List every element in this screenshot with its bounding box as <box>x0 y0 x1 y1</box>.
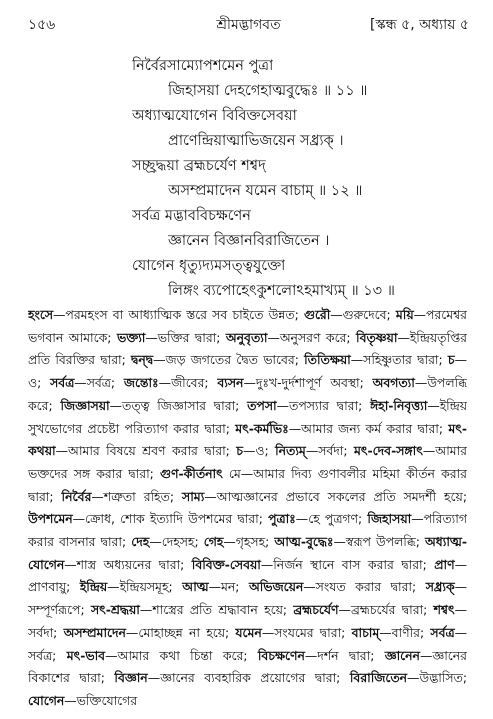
glossary-word: নির্বৈর <box>61 488 92 504</box>
glossary-meaning: উদ্ভাসিত; <box>419 670 467 686</box>
glossary-word: তিতিক্ষয়া <box>304 352 351 368</box>
glossary-meaning: ইন্দ্রিয় সুখভোগের প্রচেষ্টা পরিত্যাগ করার দ্বারা; <box>28 397 467 436</box>
glossary-meaning: আমার ভক্তদের সঙ্গ করার দ্বারা; <box>28 443 467 481</box>
glossary-entry: অভিজয়েন—সংযত করার দ্বারা; <box>249 579 426 595</box>
glossary-word: দেহ <box>131 534 150 550</box>
section-reference: [স্কন্ধ ৫, অধ্যায় ৫ <box>370 17 469 33</box>
glossary-meaning: মে—আমার দিব্য গুণাবলীর মহিমা কীর্তন করার দ্বারা; <box>28 465 467 504</box>
glossary-entry: ব্যসন—দুঃখ-দুর্দশাপূর্ণ অবস্থা; <box>217 375 373 391</box>
glossary-entry: বিবিক্ত-সেবয়া—নির্জন স্থানে বাস করার দ্বারা; <box>191 556 435 572</box>
glossary-word: মৎ-কর্মভিঃ <box>235 420 289 436</box>
glossary-meaning: সহিষ্ণুতার দ্বারা; <box>363 352 448 368</box>
glossary-word: ময়ি <box>395 307 414 322</box>
glossary-meaning: শাস্ত্রের প্রতি শ্রদ্ধাবান হয়ে; <box>152 602 294 618</box>
page-header <box>28 10 469 40</box>
glossary-entry: গুরৌ—গুরুদেবে; <box>303 307 396 322</box>
glossary-entry: প্রাণ—প্রাণবায়ু; <box>28 556 467 595</box>
glossary-word: বাচাম্ <box>351 624 380 640</box>
glossary-word: সর্বত্র <box>430 624 455 640</box>
glossary-word: গুণ-কীর্তনাৎ <box>160 465 223 481</box>
glossary-meaning: ব্রহ্মচর্যের দ্বারা; <box>350 602 434 618</box>
glossary-meaning: জড় জগতের দ্বৈত ভাবের; <box>165 352 305 368</box>
verse-line: প্রাণেন্দ্রিয়াত্মাভিজয়েন সধ্র্যক্ । <box>168 133 344 149</box>
glossary-word: ব্রহ্মচর্যেণ <box>293 602 339 618</box>
verse-line: সচ্ছ্রদ্ধয়া ব্রহ্মচর্যেণ শশ্বদ্ <box>132 158 266 174</box>
glossary-meaning: হে পুত্রগণ; <box>308 511 368 527</box>
glossary-entry: সৎ-শ্রদ্ধয়া—শাস্ত্রের প্রতি শ্রদ্ধাবান হয়ে; <box>90 602 294 618</box>
glossary-entry: পুত্রাঃ—হে পুত্রগণ; <box>268 511 368 527</box>
glossary-meaning: পরিত্যাগ করার বাসনার দ্বারা; <box>28 511 467 550</box>
glossary-meaning: আত্মজ্ঞানের প্রভাবে সকলের প্রতি সমদর্শী হয়ে; <box>216 488 467 504</box>
glossary-meaning: তত্ত্ব জিজ্ঞাসার দ্বারা; <box>122 397 248 413</box>
glossary-meaning: পরমেশ্বর ভগবান আমাকে; <box>28 307 467 345</box>
glossary-entry: মৎ-দেব-সঙ্গাৎ—আমার ভক্তদের সঙ্গ করার দ্বারা; <box>28 443 467 481</box>
word-for-word-glossary <box>28 304 467 712</box>
glossary-word: অনুবৃত্যা <box>225 329 268 345</box>
glossary-meaning: বাণীর; <box>391 624 431 640</box>
glossary-meaning: নির্জন স্থানে বাস করার দ্বারা; <box>273 556 435 572</box>
glossary-entry: ইন্দ্রিয়—ইন্দ্রিয়সমূহ; <box>79 579 183 595</box>
glossary-word: উপশমেন <box>28 511 73 527</box>
glossary-word: বিবিক্ত-সেবয়া <box>191 556 261 572</box>
glossary-entry: ঈহা-নিবৃত্ত্যা—ইন্দ্রিয় সুখভোগের প্রচেষ্টা পরিত্যাগ করার দ্বারা; <box>28 397 467 436</box>
glossary-meaning: অনুসরণ করে; <box>279 329 357 345</box>
glossary-meaning: ক্রোধ, শোক ইত্যাদি উপশমের দ্বারা; <box>85 511 269 527</box>
glossary-word: বিতৃষ্ণয়া <box>356 329 398 345</box>
glossary-meaning: সংযমের দ্বারা; <box>274 624 352 640</box>
glossary-entry: ময়ি—পরমেশ্বর ভগবান আমাকে; <box>28 307 467 345</box>
glossary-word: মৎ-ভাব <box>66 647 106 663</box>
glossary-entry: উপশমেন—ক্রোধ, শোক ইত্যাদি উপশমের দ্বারা; <box>28 511 269 527</box>
glossary-entry: যোগেন—ভক্তিযোগের <box>28 692 138 708</box>
glossary-word: ঈহা-নিবৃত্ত্যা <box>370 397 428 413</box>
glossary-entry: সধ্র্যক্—সম্পূর্ণরূপে; <box>28 579 467 618</box>
glossary-word: গেহ <box>203 534 224 550</box>
glossary-entry: তপসা—তপস্যার দ্বারা; <box>247 397 371 413</box>
glossary-meaning: দুঃখ-দুর্দশাপূর্ণ অবস্থা; <box>255 375 373 391</box>
glossary-entry: দ্বন্দ্ব—জড় জগতের দ্বৈত ভাবের; <box>131 352 305 368</box>
glossary-entry: অনুবৃত্যা—অনুসরণ করে; <box>225 329 357 345</box>
glossary-word: আত্ম <box>182 579 209 595</box>
glossary-entry: বিরাজিতেন—উদ্ভাসিত; <box>349 670 467 686</box>
glossary-entry: জিজ্ঞাসয়া—তত্ত্ব জিজ্ঞাসার দ্বারা; <box>60 397 248 413</box>
glossary-meaning: সংযত করার দ্বারা; <box>315 579 426 595</box>
glossary-meaning: আমার জন্য কর্ম করার দ্বারা; <box>301 420 449 436</box>
verse-line: নির্বৈরসাম্যোপশমেন পুত্রা <box>132 58 274 74</box>
glossary-meaning: সর্বদা; <box>318 443 354 459</box>
glossary-word: পুত্রাঃ <box>268 511 296 527</box>
verse-line: লিঙ্গং ব্যপোহেৎকুশলোঽহমাখ্যম্ ॥ ১৩ ॥ <box>168 283 395 299</box>
verse-line: জিহাসয়া দেহগেহাত্মবুদ্ধেঃ ॥ ১১ ॥ <box>168 83 368 99</box>
verse-line: অসম্প্রমাদেন যমেন বাচাম্ ॥ ১২ ॥ <box>168 183 363 199</box>
glossary-entry: মৎ-কথয়া—আমার বিষয়ে শ্রবণ করার দ্বারা; <box>28 420 467 459</box>
glossary-meaning: প্রাণবায়ু; <box>28 579 80 595</box>
glossary-word: ইন্দ্রিয় <box>79 579 108 595</box>
glossary-word: নিত্যম্ <box>275 443 306 459</box>
glossary-meaning: ভক্তিযোগের <box>76 692 138 708</box>
sanskrit-verse <box>28 54 465 300</box>
glossary-meaning: আমার কথা চিন্তা করে; <box>117 647 258 663</box>
glossary-entry: হংসে—পরমহংস বা আধ্যাত্মিক স্তরে সব চাইতে উন্নত; <box>28 307 304 322</box>
glossary-word: ভক্ত্যা <box>116 329 146 345</box>
glossary-word: বিরাজিতেন <box>349 670 408 686</box>
glossary-word: চ <box>447 352 455 368</box>
glossary-meaning: স্বরূপ উপলব্ধি; <box>345 534 426 550</box>
glossary-word: অবগত্যা <box>372 375 415 391</box>
glossary-entry: মৎ-ভাব—আমার কথা চিন্তা করে; <box>66 647 258 663</box>
glossary-entry: বিতৃষ্ণয়া—ইন্দ্রিয়তৃপ্তির প্রতি বিরক্তির দ্বারা; <box>28 329 467 368</box>
glossary-word: অধ্যাত্ম-যোগেন <box>28 534 467 572</box>
glossary-meaning: পরমহংস বা আধ্যাত্মিক স্তরে সব চাইতে উন্নত; <box>65 307 304 322</box>
glossary-meaning: সম্পূর্ণরূপে; <box>28 602 91 618</box>
glossary-word: চ <box>236 443 243 459</box>
glossary-meaning: ও; <box>28 375 51 391</box>
glossary-paragraph <box>28 304 467 712</box>
glossary-entry: ভক্ত্যা—ভক্তির দ্বারা; <box>116 329 226 345</box>
glossary-entry: চ—ও; <box>236 443 276 459</box>
glossary-word: মৎ-দেব-সঙ্গাৎ <box>354 443 423 459</box>
glossary-meaning: দেহসহ; <box>161 534 204 550</box>
glossary-entry: মৎ-কর্মভিঃ—আমার জন্য কর্ম করার দ্বারা; <box>235 420 449 436</box>
glossary-word: মৎ-কথয়া <box>28 420 467 459</box>
glossary-word: শশ্বৎ <box>433 602 455 618</box>
glossary-entry: ব্রহ্মচর্যেণ—ব্রহ্মচর্যের দ্বারা; <box>293 602 434 618</box>
glossary-word: সধ্র্যক্ <box>425 579 455 595</box>
glossary-word: গুরৌ <box>303 307 331 322</box>
glossary-entry: জ্ঞানেন—জ্ঞানের বিকাশের দ্বারা; <box>28 647 467 686</box>
glossary-entry: জিহাসয়া—পরিত্যাগ করার বাসনার দ্বারা; <box>28 511 467 550</box>
glossary-meaning: তপস্যার দ্বারা; <box>289 397 371 413</box>
glossary-word: অভিজয়েন <box>249 579 304 595</box>
glossary-word: জন্তোঃ <box>123 375 159 391</box>
glossary-meaning: সর্বত্র; <box>28 647 67 663</box>
glossary-word: বিজ্ঞান <box>114 670 148 686</box>
glossary-meaning: ইন্দ্রিয়তৃপ্তির প্রতি বিরক্তির দ্বারা; <box>28 329 467 368</box>
glossary-entry: সর্বত্র—সর্বত্র; <box>28 624 467 663</box>
glossary-word: জ্ঞানেন <box>384 647 420 663</box>
glossary-meaning: জীবের; <box>171 375 218 391</box>
glossary-meaning: ও; <box>255 443 276 459</box>
glossary-entry: আত্ম-বুদ্ধেঃ—স্বরূপ উপলব্ধি; <box>274 534 426 550</box>
glossary-entry: যমেন—সংযমের দ্বারা; <box>235 624 352 640</box>
glossary-entry: সাম্য—আত্মজ্ঞানের প্রভাবে সকলের প্রতি সমদর্শী হয়ে; <box>182 488 467 504</box>
glossary-word: অসম্প্রমাদেন <box>63 624 126 640</box>
glossary-word: সর্বত্র <box>50 375 75 391</box>
verse-line: যোগেন ধৃত্যুদ্যমসত্ত্বযুক্তো <box>132 258 286 274</box>
glossary-word: যমেন <box>235 624 262 640</box>
glossary-entry: দেহ—দেহসহ; <box>131 534 204 550</box>
glossary-meaning: গুরুদেবে; <box>342 307 396 322</box>
glossary-meaning: শাস্ত্র অধ্যয়নের দ্বারা; <box>76 556 192 572</box>
glossary-word: আত্ম-বুদ্ধেঃ <box>274 534 334 550</box>
glossary-meaning: গৃহসহ; <box>235 534 275 550</box>
glossary-meaning: জ্ঞানের বিকাশের দ্বারা; <box>28 647 467 686</box>
book-title: শ্রীমদ্ভাগবত <box>216 17 281 33</box>
verse-line: জ্ঞানেন বিজ্ঞানবিরাজিতেন । <box>168 233 330 249</box>
glossary-entry: শশ্বৎ—সর্বদা; <box>28 602 467 640</box>
glossary-entry: অসম্প্রমাদেন—মোহাচ্ছন্ন না হয়ে; <box>63 624 236 640</box>
glossary-word: সাম্য <box>182 488 205 504</box>
glossary-entry: তিতিক্ষয়া—সহিষ্ণুতার দ্বারা; <box>304 352 448 368</box>
glossary-word: হংসে <box>28 307 54 322</box>
glossary-word: দ্বন্দ্ব <box>131 352 154 368</box>
glossary-word: সৎ-শ্রদ্ধয়া <box>90 602 140 618</box>
glossary-meaning: জ্ঞানের ব্যবহারিক প্রয়োগের দ্বারা; <box>160 670 350 686</box>
glossary-word: বিচক্ষণেন <box>257 647 305 663</box>
glossary-meaning: শত্রুতা রহিত; <box>103 488 183 504</box>
glossary-entry: অবগত্যা—উপলব্ধি করে; <box>28 375 467 413</box>
glossary-meaning: ভক্তির দ্বারা; <box>157 329 226 345</box>
glossary-meaning: দর্শন দ্বারা; <box>317 647 385 663</box>
glossary-word: তপসা <box>247 397 277 413</box>
glossary-entry: বাচাম্—বাণীর; <box>351 624 431 640</box>
glossary-meaning: ইন্দ্রিয়সমূহ; <box>119 579 183 595</box>
glossary-word: জিজ্ঞাসয়া <box>60 397 110 413</box>
glossary-meaning: সর্বদা; <box>28 624 64 640</box>
glossary-entry: বিচক্ষণেন—দর্শন দ্বারা; <box>257 647 385 663</box>
glossary-meaning: উপলব্ধি করে; <box>28 375 467 413</box>
glossary-entry: আত্ম—মন; <box>182 579 249 595</box>
glossary-meaning: আমার বিষয়ে শ্রবণ করার দ্বারা; <box>67 443 237 459</box>
glossary-entry: নিত্যম্—সর্বদা; <box>275 443 354 459</box>
verse-line: সর্বত্র মদ্ভাববিচক্ষণেন <box>132 208 251 224</box>
glossary-entry: বিজ্ঞান—জ্ঞানের ব্যবহারিক প্রয়োগের দ্বারা; <box>114 670 350 686</box>
glossary-meaning: সর্বত্র; <box>86 375 124 391</box>
glossary-meaning: মন; <box>220 579 249 595</box>
glossary-entry: সর্বত্র—সর্বত্র; <box>50 375 124 391</box>
verse-line: অধ্যাত্মযোগেন বিবিক্তসেবয়া <box>132 108 297 124</box>
glossary-word: জিহাসয়া <box>367 511 412 527</box>
glossary-entry: চ—ও; <box>28 352 467 391</box>
glossary-word: প্রাণ <box>434 556 455 572</box>
glossary-entry: অধ্যাত্ম-যোগেন—শাস্ত্র অধ্যয়নের দ্বারা; <box>28 534 467 572</box>
glossary-entry: নির্বৈর—শত্রুতা রহিত; <box>61 488 183 504</box>
glossary-word: ব্যসন <box>217 375 244 391</box>
glossary-meaning: মোহাচ্ছন্ন না হয়ে; <box>138 624 236 640</box>
glossary-entry: জন্তোঃ—জীবের; <box>123 375 218 391</box>
page-number: ১৫৬ <box>28 17 56 33</box>
glossary-entry: গেহ—গৃহসহ; <box>203 534 275 550</box>
glossary-word: যোগেন <box>28 692 65 708</box>
